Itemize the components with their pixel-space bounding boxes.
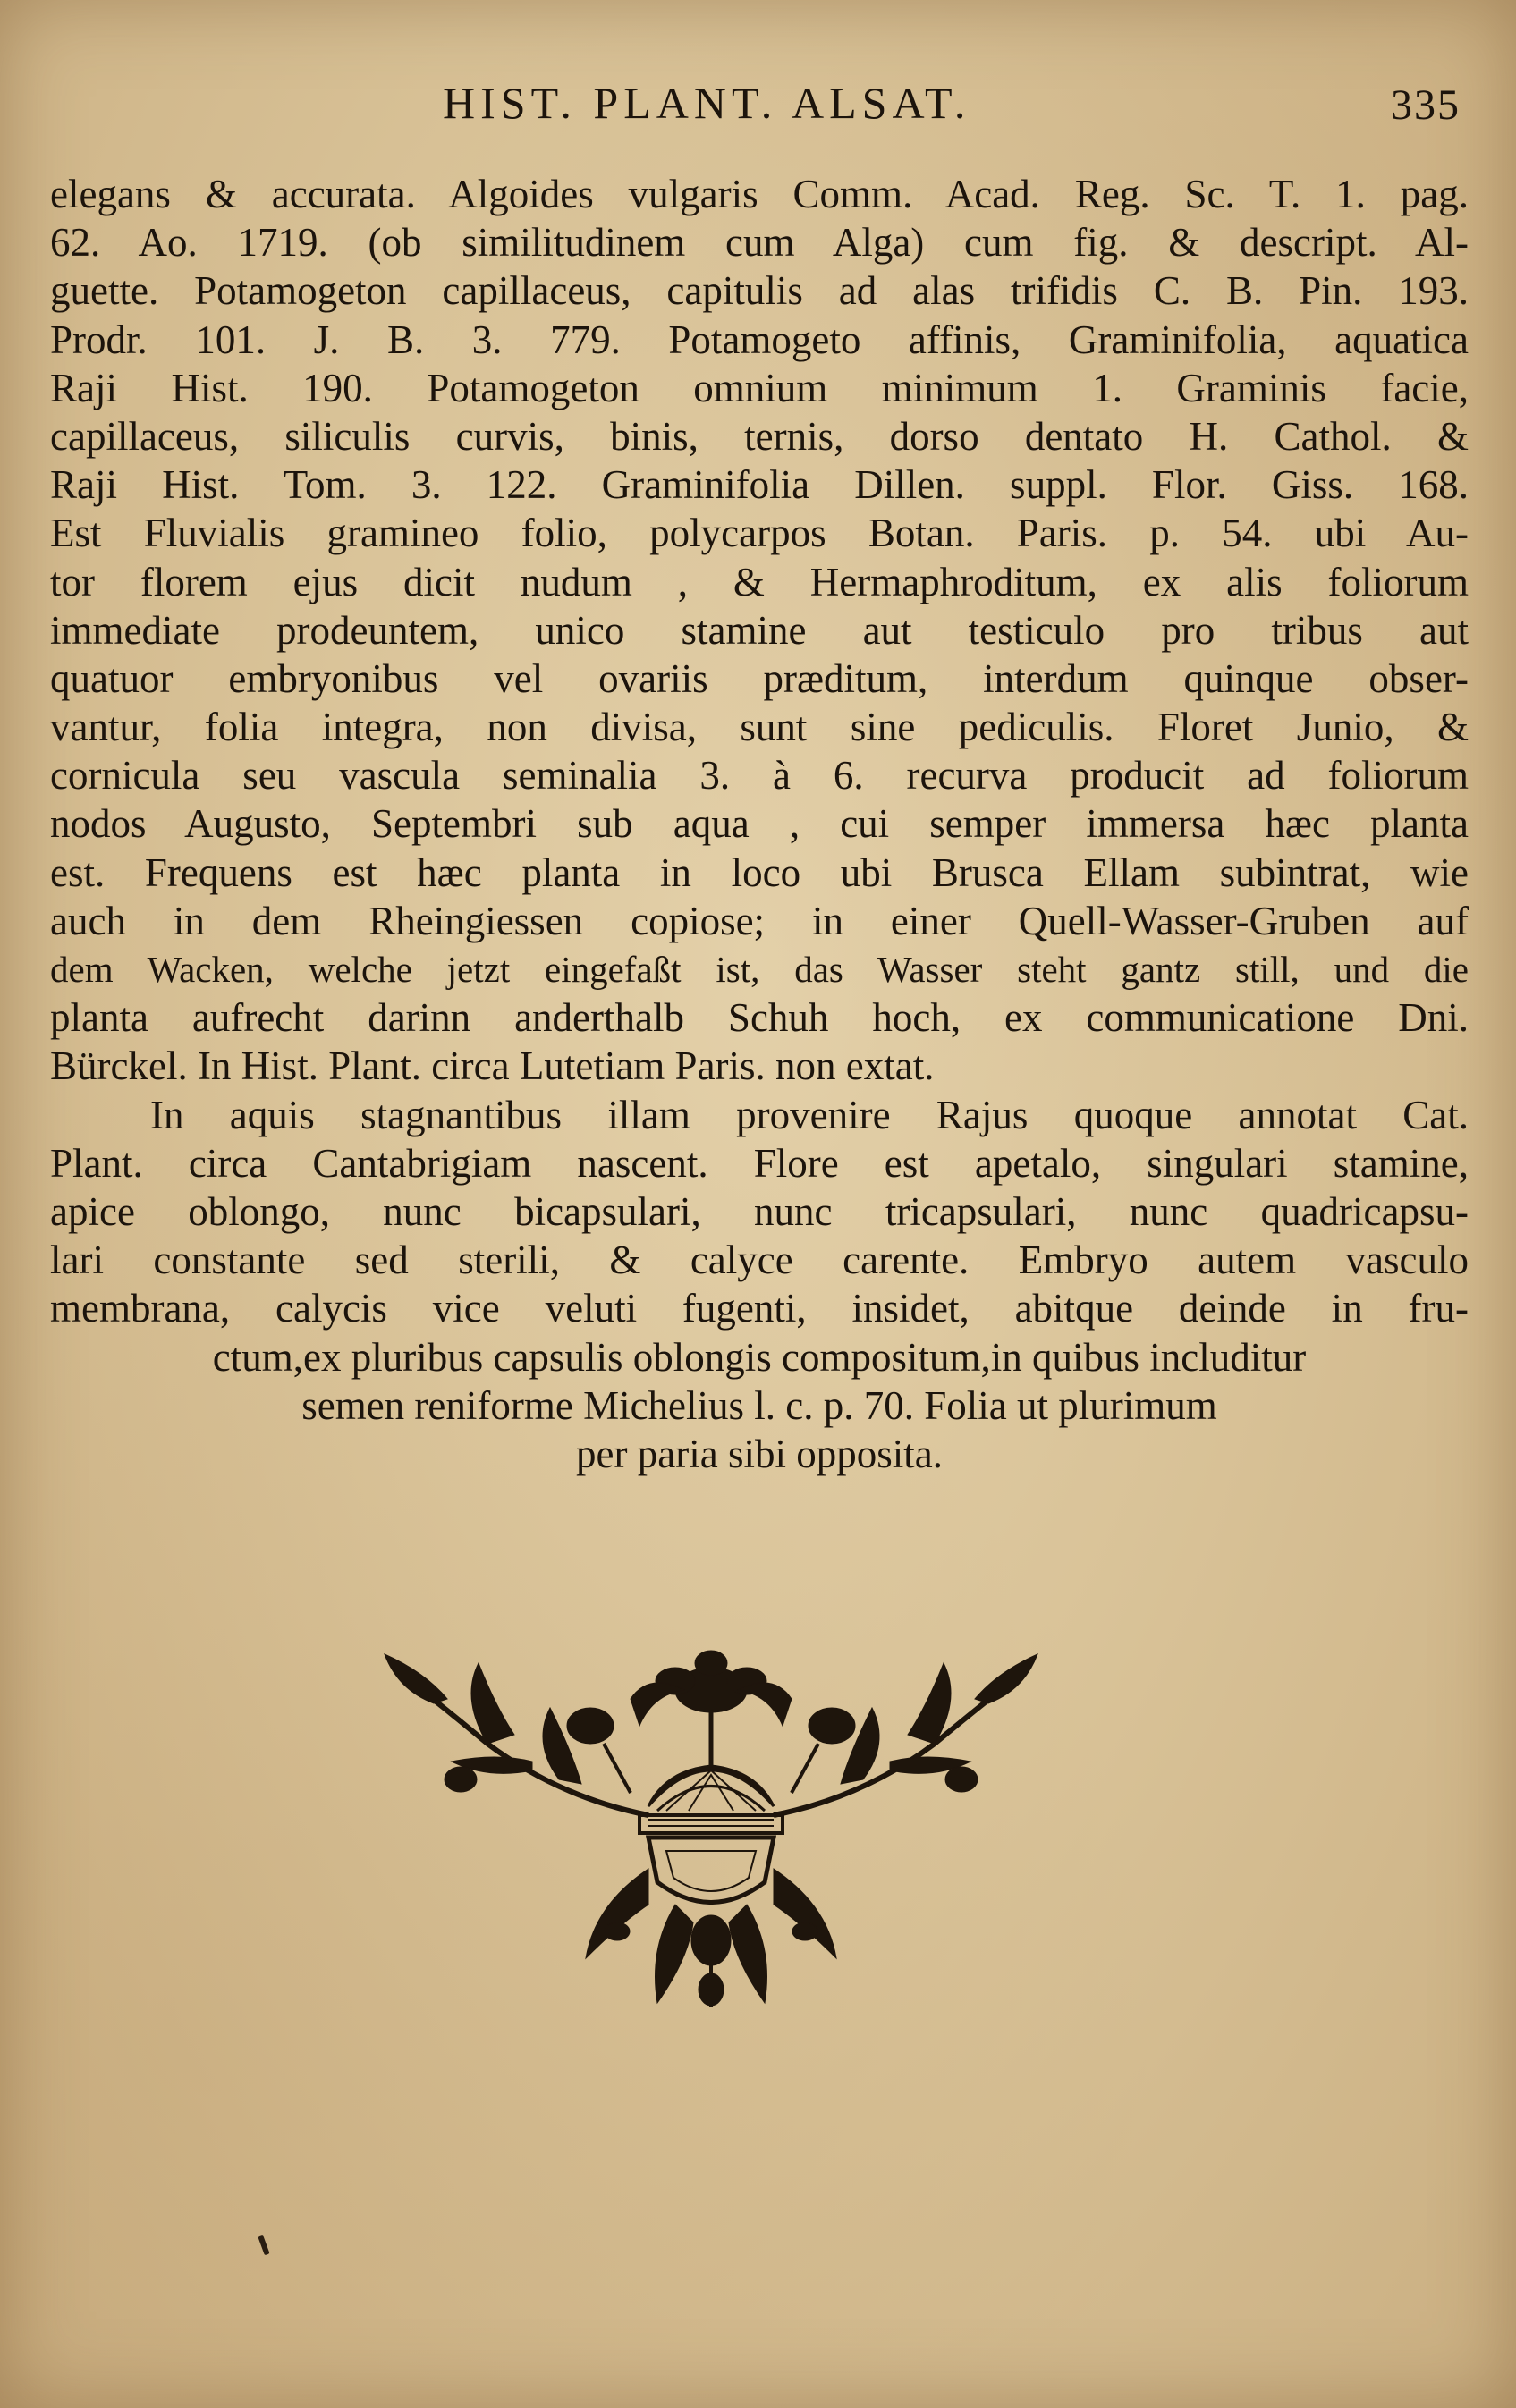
text-line: semen reniforme Michelius l. c. p. 70. Folia ut plurimum	[301, 1382, 1217, 1428]
text-line: dem Wacken, welche jetzt eingefaßt ist, das Wasser steht gantz still, und die	[50, 949, 1469, 990]
text-line: tor florem ejus dicit nudum , & Hermaphroditum, ex alis foliorum	[50, 559, 1469, 604]
text-line: capillaceus, siliculis curvis, binis, ternis, dorso dentato H. Cathol. &	[50, 413, 1469, 459]
text-line: apice oblongo, nunc bicapsulari, nunc tricapsulari, nunc quadricapsu-	[50, 1188, 1469, 1234]
text-line: per paria sibi opposita.	[576, 1431, 943, 1476]
text-line: lari constante sed sterili, & calyce carente. Embryo autem vasculo	[50, 1238, 1469, 1283]
text-line: Prodr. 101. J. B. 3. 779. Potamogeto affinis, Graminifolia, aquatica	[50, 317, 1469, 362]
text-line: cornicula seu vascula seminalia 3. à 6. recurva producit ad foliorum	[50, 753, 1469, 798]
text-line: ctum,ex pluribus capsulis oblongis compositum,in quibus includitur	[212, 1334, 1307, 1380]
running-title: HIST. PLANT. ALSAT.	[443, 78, 971, 128]
text-line: Raji Hist. 190. Potamogeton omnium minimum 1. Graminis facie,	[50, 365, 1469, 410]
text-line: 62. Ao. 1719. (ob similitudinem cum Alga) cum fig. & descript. Al-	[50, 220, 1469, 266]
stray-ink-mark	[258, 2235, 269, 2256]
floral-tailpiece-icon	[380, 1636, 1042, 2012]
text-line: immediate prodeuntem, unico stamine aut testiculo pro tribus aut	[50, 607, 1469, 653]
text-line: vantur, folia integra, non divisa, sunt sine pediculis. Floret Junio, &	[50, 705, 1469, 750]
text-line: planta aufrecht darinn anderthalb Schuh hoch, ex communicatione Dni.	[50, 995, 1469, 1041]
text-line: Plant. circa Cantabrigiam nascent. Flore est apetalo, singulari stamine,	[50, 1140, 1469, 1186]
text-line: membrana, calycis vice veluti fugenti, insidet, abitque deinde in fru-	[50, 1286, 1469, 1331]
text-line: Raji Hist. Tom. 3. 122. Graminifolia Dillen. suppl. Flor. Giss. 168.	[50, 462, 1469, 508]
text-line: elegans & accurata. Algoides vulgaris Comm. Acad. Reg. Sc. T. 1. pag.	[50, 172, 1469, 216]
text-line: quatuor embryonibus vel ovariis præditum, interdum quinque obser-	[50, 655, 1469, 701]
text-line: In aquis stagnantibus illam provenire Rajus quoque annotat Cat.	[150, 1092, 1469, 1137]
text-line: nodos Augusto, Septembri sub aqua , cui semper immersa hæc planta	[50, 801, 1469, 847]
body-text	[50, 170, 1469, 1478]
text-line: auch in dem Rheingiessen copiose; in einer Quell-Wasser-Gruben auf	[50, 898, 1469, 943]
text-line: guette. Potamogeton capillaceus, capitulis ad alas trifidis C. B. Pin. 193.	[50, 268, 1469, 314]
page-number: 335	[1391, 81, 1461, 129]
text-line: Est Fluvialis gramineo folio, polycarpos Botan. Paris. p. 54. ubi Au-	[50, 511, 1469, 556]
text-line: est. Frequens est hæc planta in loco ubi Brusca Ellam subintrat, wie	[50, 849, 1469, 895]
text-line: Bürckel. In Hist. Plant. circa Lutetiam Paris. non extat.	[50, 1043, 935, 1089]
